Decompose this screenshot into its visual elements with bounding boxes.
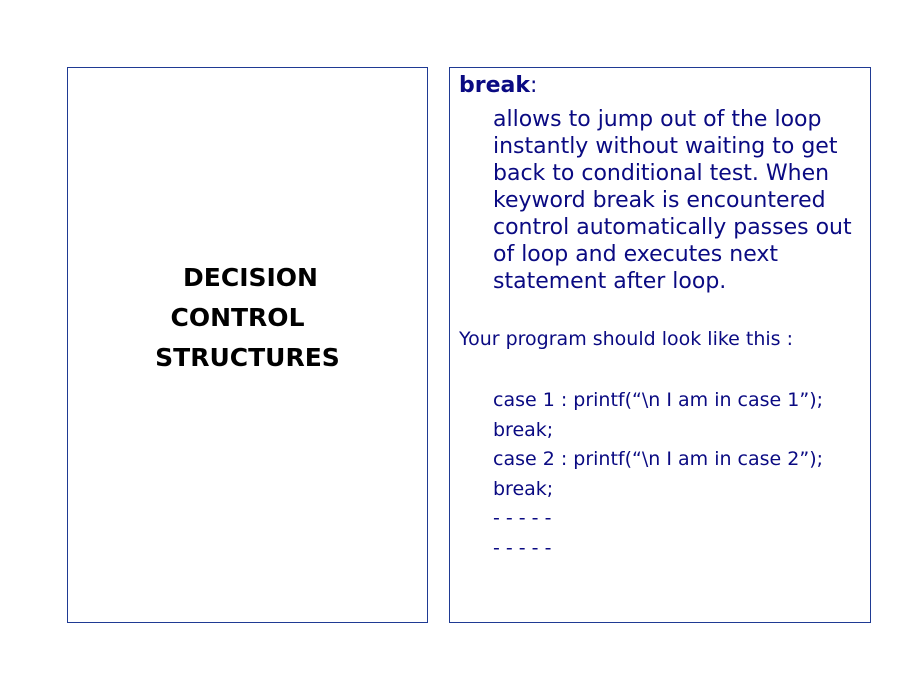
- keyword-text: break: [459, 73, 530, 98]
- title-line-1: DECISION: [183, 263, 318, 292]
- description-line: keyword break is encountered: [493, 188, 826, 213]
- intro-text: Your program should look like this :: [459, 328, 794, 350]
- description-line: statement after loop.: [493, 269, 727, 294]
- code-line: case 2 : printf(“\n I am in case 2”);: [493, 448, 824, 470]
- code-line: break;: [493, 418, 554, 441]
- description-line: back to conditional test. When: [493, 161, 830, 186]
- keyword-suffix: :: [530, 73, 538, 98]
- title-line-3: STRUCTURES: [155, 343, 340, 372]
- content-panel: [449, 67, 871, 623]
- slide-title: [68, 258, 427, 378]
- description-line: allows to jump out of the loop: [493, 107, 822, 132]
- description-line: instantly without waiting to get: [493, 134, 838, 159]
- description: [493, 106, 868, 295]
- description-line: of loop and executes next: [493, 242, 778, 267]
- code-line: - - - - -: [493, 507, 552, 529]
- keyword-heading: [459, 73, 537, 98]
- code-line: - - - - -: [493, 536, 552, 559]
- code-line: break;: [493, 477, 554, 500]
- title-line-2: CONTROL: [170, 303, 305, 332]
- code-line: case 1 : printf(“\n I am in case 1”);: [493, 389, 824, 411]
- code-example: [493, 386, 823, 563]
- title-panel: [67, 67, 428, 623]
- description-line: control automatically passes out: [493, 215, 852, 240]
